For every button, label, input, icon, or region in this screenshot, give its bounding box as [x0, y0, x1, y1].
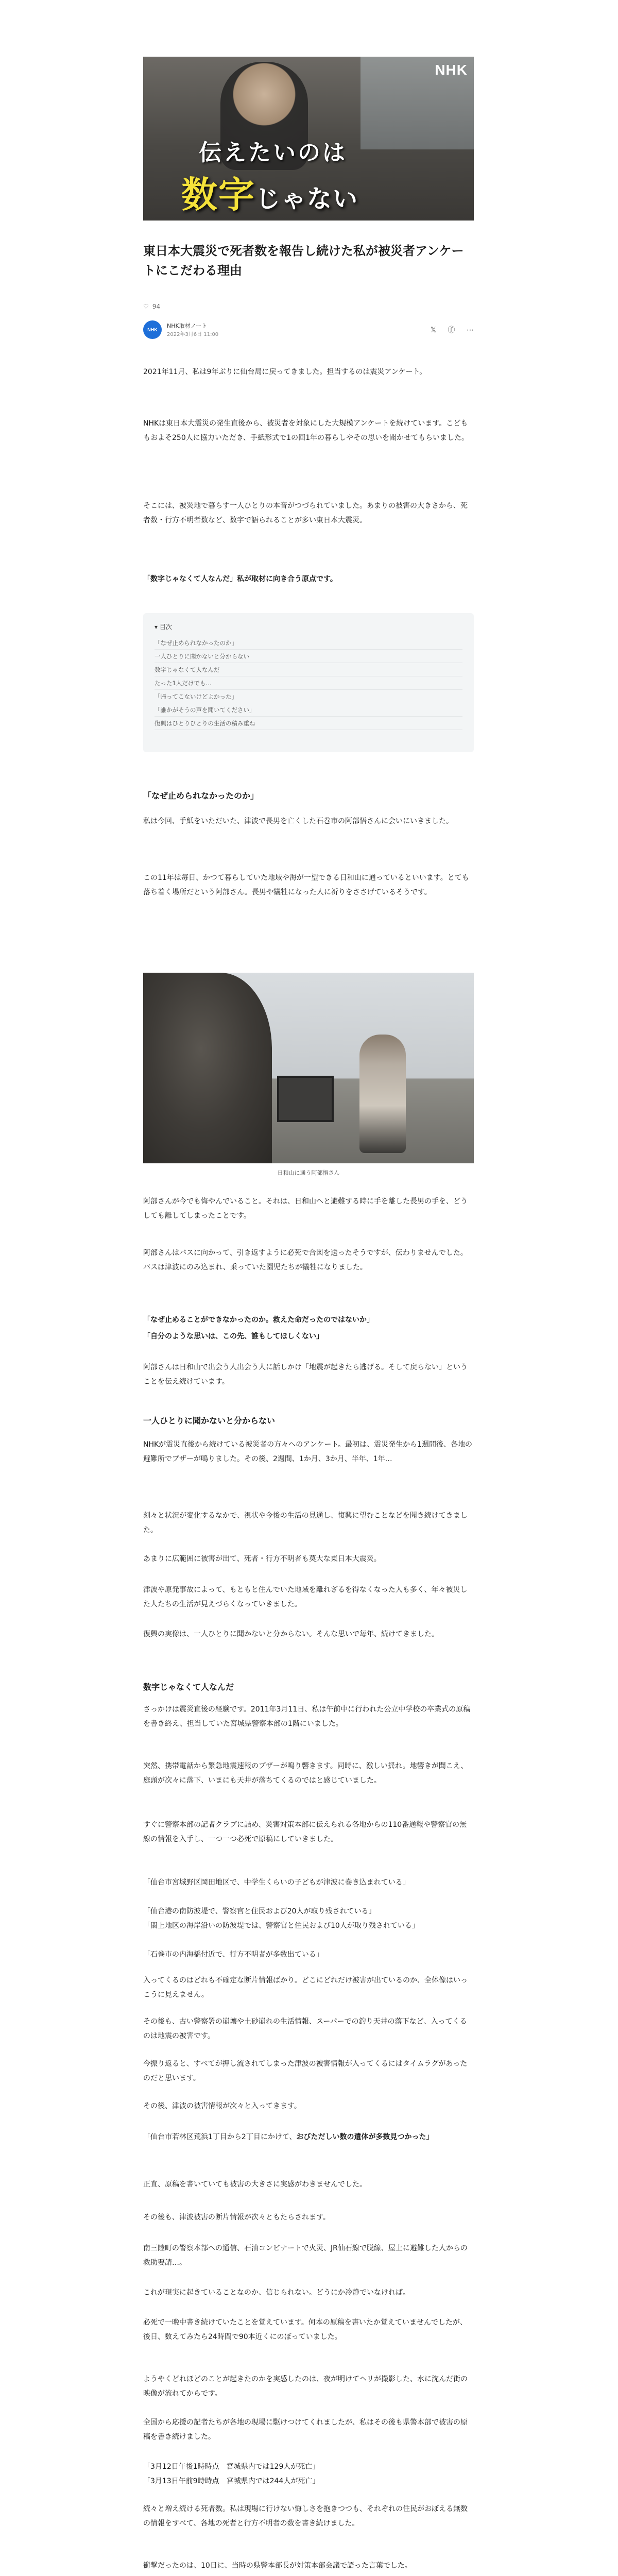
paragraph: これが現実に起きていることなのか、信じられない。どうにか冷静でいなければ。: [143, 2289, 410, 2297]
section-heading: 数字じゃなくて人なんだ: [143, 1682, 234, 1692]
section-heading: 一人ひとりに聞かないと分からない: [143, 1416, 276, 1426]
photo-abe-hiyoriyama: [143, 973, 474, 1163]
toc-item[interactable]: たった1人だけでも…: [154, 676, 462, 690]
paragraph: 正直、原稿を書いていても被害の大きさに実感がわきませんでした。: [143, 2180, 367, 2189]
paragraph: 私は今回、手紙をいただいた、津波で長男を亡くした石巻市の阿部悟さんに会いにいきました。: [143, 817, 453, 825]
heart-icon[interactable]: ♡: [143, 303, 149, 310]
toc-item[interactable]: 「なぜ止められなかったのか」: [154, 636, 462, 650]
paragraph: ようやくどれほどのことが起きたのかを実感したのは、夜が明けてヘリが撮影した、水に沈んだ街の映像が流れてからです。: [143, 2375, 468, 2398]
paragraph: 入ってくるのはどれも不確定な断片情報ばかり。どこにどれだけ被害が出ているのか、全体像はいっこうに見えません。: [143, 1976, 468, 1999]
author-row: [143, 320, 474, 341]
publish-date: 2022年3月6日 11:00: [167, 332, 219, 337]
avatar[interactable]: NHK: [143, 320, 162, 339]
toc-item[interactable]: 数字じゃなくて人なんだ: [154, 663, 462, 676]
hero-caption-highlight: 数字: [181, 174, 255, 216]
article-title: 東日本大震災で死者数を報告し続けた私が被災者アンケートにこだわる理由: [143, 244, 464, 278]
toc-item[interactable]: 「帰ってこないけどよかった」: [154, 690, 462, 703]
quote: 「3月12日午後1時時点 宮城県内では129人が死亡」: [143, 2463, 320, 2471]
nhk-logo: NHK: [435, 62, 468, 78]
quote: 「石巻市の内海橋付近で、行方不明者が多数出ている」: [143, 1951, 323, 1959]
paragraph: その後も、津波被害の断片情報が次々ともたらされます。: [143, 2213, 330, 2222]
quote-part: 「仙台市若林区荒浜1丁目から2丁目にかけて、: [143, 2133, 297, 2141]
quote: 「自分のような思いは、この先、誰もしてほしくない」: [143, 1332, 323, 1341]
photo-tree: [143, 973, 272, 1163]
paragraph: 阿部さんが今でも悔やんでいること。それは、日和山へと避難する時に手を離した長男の手を、どうしても離してしまったことです。: [143, 1197, 468, 1220]
facebook-share-icon[interactable]: ⓕ: [448, 326, 455, 334]
paragraph: すぐに警察本部の記者クラブに詰め、災害対策本部に伝えられる各地からの110番通報や警察官の無線の情報を入手し、一つ一つ必死で原稿にしていきました。: [143, 1821, 467, 1843]
paragraph: 南三陸町の警察本部への通信、石油コンビナートで火災、JR仙石線で脱線、屋上に避難した人からの救助要請…。: [143, 2244, 468, 2267]
quote: 「仙台市宮城野区岡田地区で、中学生くらいの子どもが津波に巻き込まれている」: [143, 1878, 410, 1887]
quote: 「閖上地区の海岸沿いの防波堤では、警察官と住民および10人が取り残されている」: [143, 1922, 419, 1930]
paragraph: 続々と増え続ける死者数。私は現場に行けない悔しさを抱きつつも、それぞれの住民がおぼえる無数の情報をすべて、各地の死者と行方不明者の数を書き続けました。: [143, 2505, 468, 2528]
paragraph: そこには、被災地で暮らす一人ひとりの本音がつづられていました。あまりの被害の大きさから、死者数・行方不明者数など、数字で語られることが多い東日本大震災。: [143, 502, 468, 524]
quote: [143, 2130, 474, 2144]
paragraph: さっかけは震災直後の経験です。2011年3月11日、私は午前中に行われた公立中学校の卒業式の原稿を書き終え、担当していた宮城県警察本部の1階にいました。: [143, 1705, 471, 1728]
photo-sign: [277, 1076, 334, 1122]
paragraph-emphasis: 「数字じゃなくて人なんだ」私が取材に向き合う原点です。: [143, 575, 337, 583]
photo-person: [359, 1035, 406, 1153]
quote-part-bold: おびただしい数の遺体が多数見つかった」: [296, 2133, 434, 2141]
hero-caption-line2: [181, 166, 358, 218]
share-buttons: [421, 325, 474, 335]
hero-image: [143, 57, 474, 221]
paragraph: 今振り返ると、すべてが押し流されてしまった津波の被害情報が入ってくるにはタイムラグがあったのだと思います。: [143, 2060, 468, 2082]
hero-caption-line1: 伝えたいのは: [199, 140, 347, 166]
toc-item[interactable]: 復興はひとりひとりの生活の積み重ね: [154, 717, 462, 730]
paragraph: 阿部さんは日和山で出会う人出会う人に話しかけ「地震が起きたら逃げる。そして戻らない」ということを伝え続けています。: [143, 1363, 468, 1386]
paragraph: その後も、古い警察署の崩壊や土砂崩れの生活情報、スーパーでの釣り天井の落下など、入ってくるのは地震の被害です。: [143, 2018, 467, 2040]
paragraph: 復興の実像は、一人ひとりに聞かないと分からない。そんな思いで毎年、続けてきました。: [143, 1630, 439, 1638]
x-share-icon[interactable]: 𝕏: [430, 326, 437, 334]
like-count: 94: [152, 303, 161, 310]
section-heading: 「なぜ止められなかったのか」: [143, 791, 259, 801]
toc-item[interactable]: 一人ひとりに聞かないと分からない: [154, 650, 462, 663]
paragraph: その後、津波の被害情報が次々と入ってきます。: [143, 2102, 301, 2110]
table-of-contents: [143, 613, 474, 752]
paragraph: NHKが震災直後から続けている被災者の方々へのアンケート。最初は、震災発生から1週間後、各地の避難所でブザーが鳴りました。その後、2週間、1か月、3か月、半年、1年…: [143, 1440, 472, 1463]
quote: 「3月13日午前9時時点 宮城県内では244人が死亡」: [143, 2477, 320, 2485]
paragraph: 阿部さんはバスに向かって、引き返すように必死で合図を送ったそうですが、伝わりませんでした。バスは津波にのみ込まれ、乗っていた園児たちが犠牲になりました。: [143, 1249, 468, 1272]
photo-caption: 日和山に通う阿部悟さん: [277, 1170, 340, 1176]
paragraph: 必死で一晩中書き続けていたことを覚えています。何本の原稿を書いたか覚えていませんでしたが、後日、数えてみたら24時間で90本近くにのぼっていました。: [143, 2318, 467, 2341]
quote: 「なぜ止めることができなかったのか。救えた命だったのではないか」: [143, 1316, 374, 1324]
more-icon[interactable]: ⋯: [467, 326, 474, 334]
paragraph: 津波や原発事故によって、もともと住んでいた地域を離れざるを得なくなった人も多く、年々被災した人たちの生活が見えづらくなっていきました。: [143, 1586, 468, 1608]
paragraph: 刻々と状況が変化するなかで、視状や今後の生活の見通し、復興に望むことなどを聞き続けてきました。: [143, 1512, 468, 1534]
paragraph: 全国から応援の記者たちが各地の現場に駆けつけてくれましたが、私はその後も県警本部で被害の原稿を書き続けました。: [143, 2418, 468, 2441]
quote: 「仙台港の南防波堤で、警察官と住民および20人が取り残されている」: [143, 1907, 376, 1916]
author-name[interactable]: NHK取材ノート: [167, 323, 208, 329]
like-row[interactable]: [143, 303, 474, 313]
paragraph: この11年は毎日、かつて暮らしていた地域や海が一望できる日和山に通っているといいます。とても落ち着く場所だという阿部さん。長男や犠牲になった人に祈りをささげているそうです。: [143, 874, 469, 896]
hero-caption-rest: じゃない: [255, 184, 359, 213]
paragraph: 衝撃だったのは、10日に、当時の県警本部長が対策本部会議で語った言葉でした。: [143, 2562, 412, 2570]
paragraph: 2021年11月、私は9年ぶりに仙台局に戻ってきました。担当するのは震災アンケート。: [143, 368, 427, 376]
paragraph: NHKは東日本大震災の発生直後から、被災者を対象にした大規模アンケートを続けています。こどももおよそ250人に協力いただき、手紙形式で1の回1年の暮らしやその思いを聞かせてもらいました。: [143, 419, 469, 442]
paragraph: 突然、携帯電話から緊急地震速報のブザーが鳴り響きます。同時に、激しい揺れ。地響きが聞こえ、庭頭が次々に落下、いまにも天井が落ちてくるのではと感じていました。: [143, 1762, 468, 1785]
paragraph: あまりに広範囲に被害が出て、死者・行方不明者も莫大な東日本大震災。: [143, 1555, 381, 1563]
toc-heading[interactable]: ▾ 目次: [154, 623, 172, 631]
toc-item[interactable]: 「誰かがそうの声を聞いてください」: [154, 703, 462, 717]
